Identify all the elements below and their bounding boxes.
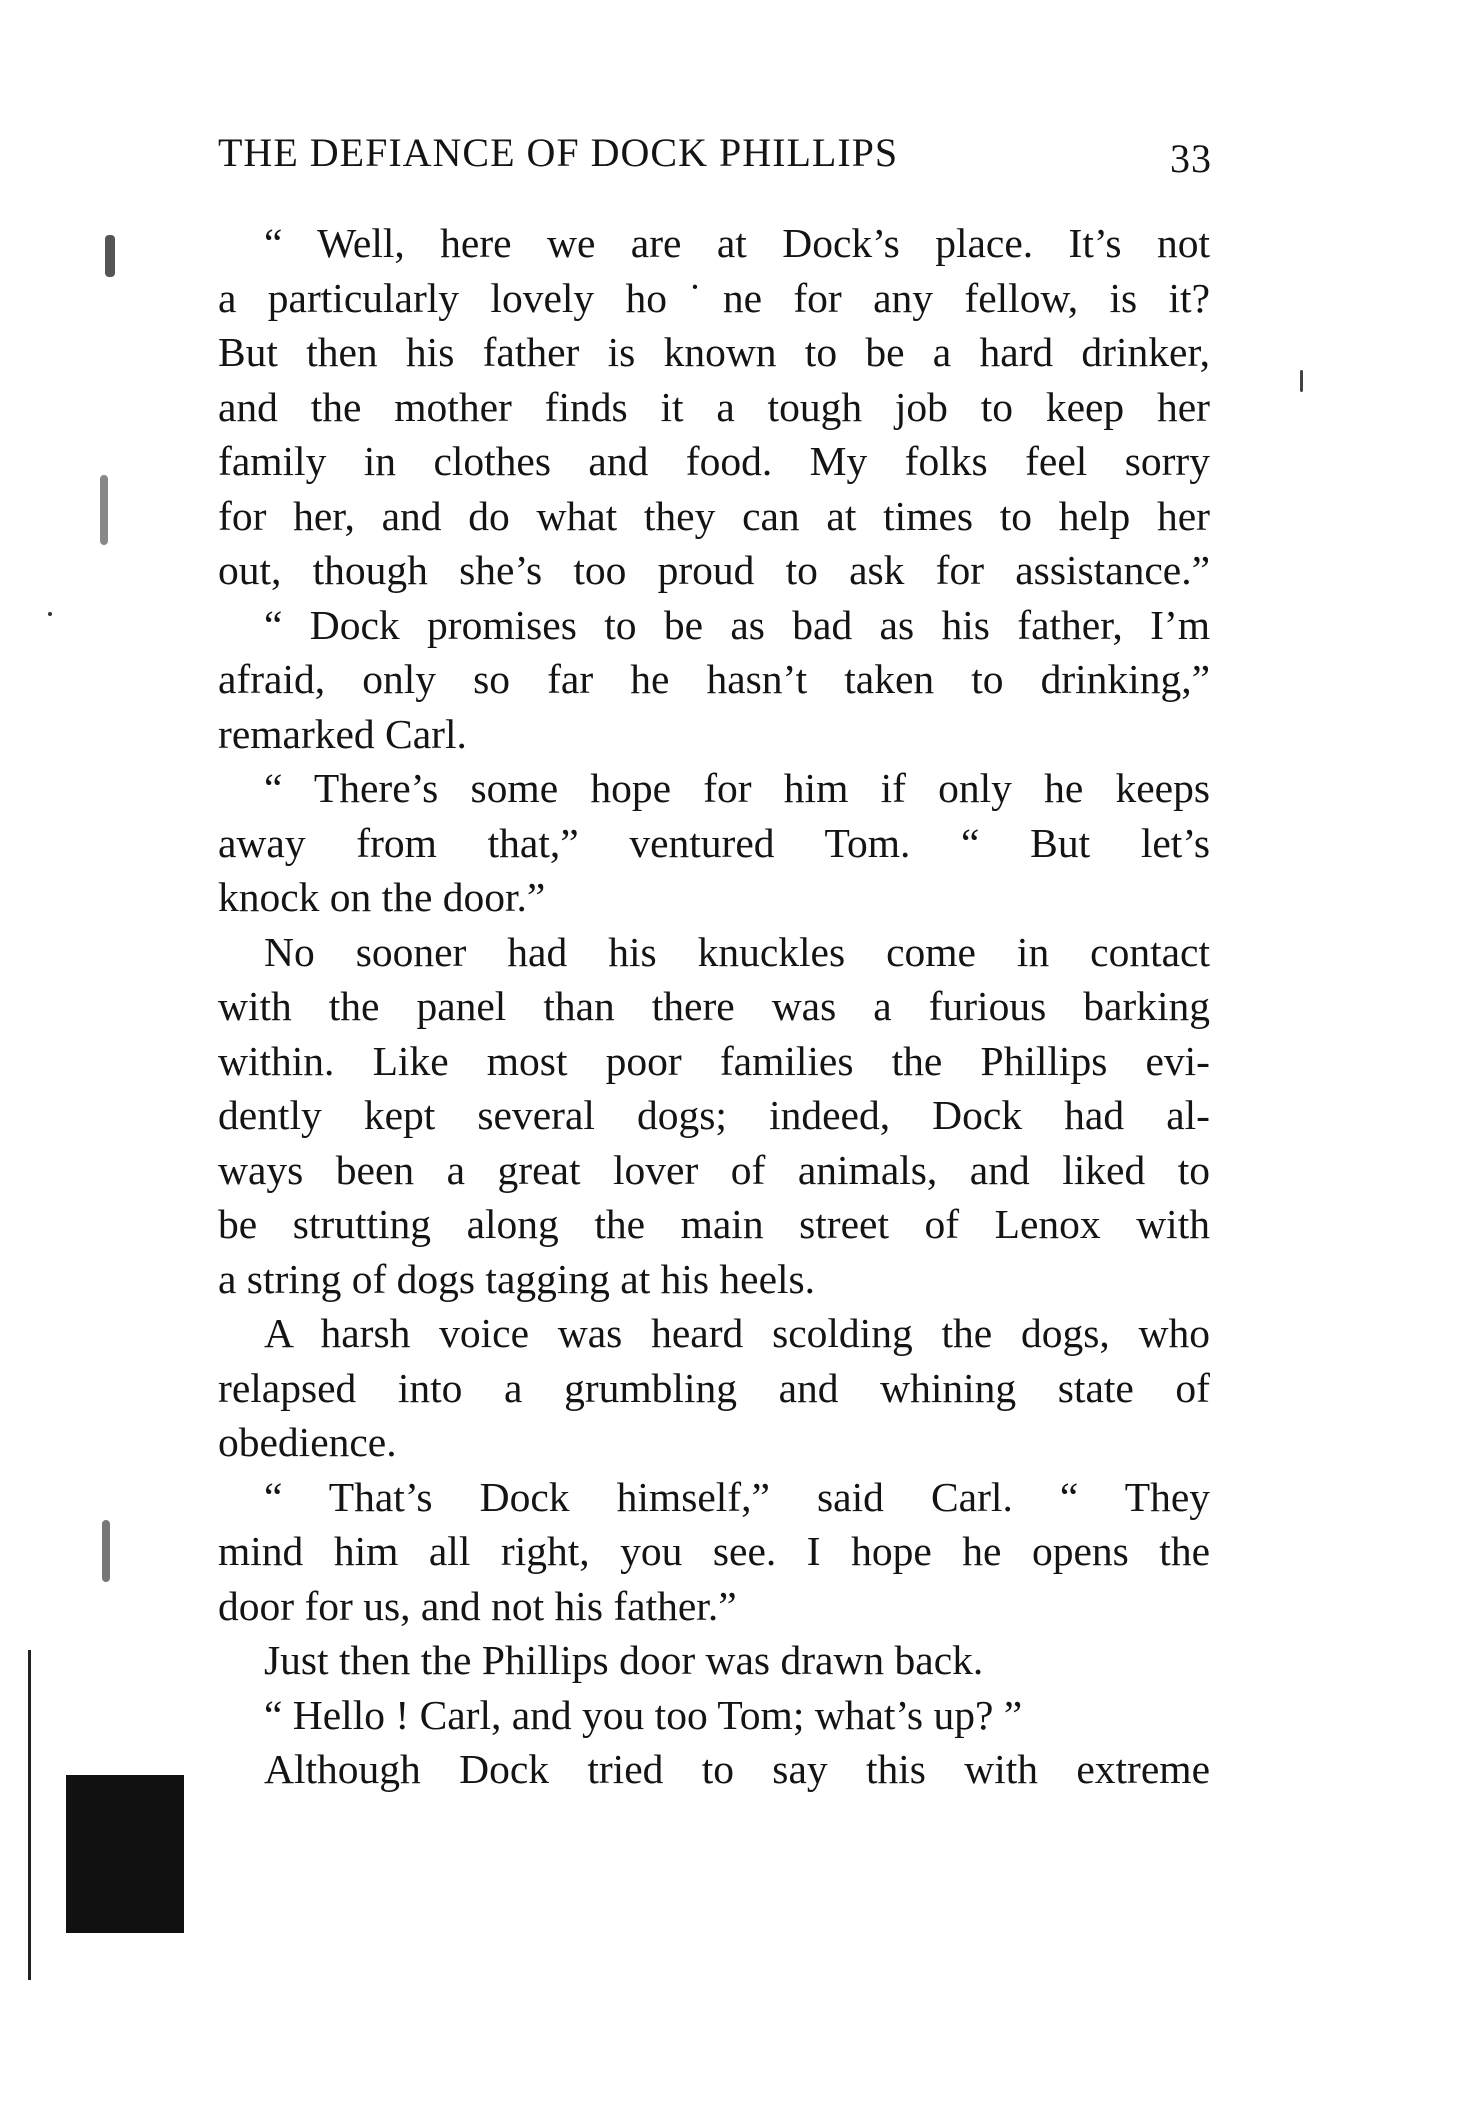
scan-speck [1300, 370, 1303, 392]
binding-edge-line [28, 1650, 31, 1980]
text-line: family in clothes and food. My folks feel sorry [218, 438, 1210, 484]
text-line: “ There’s some hope for him if only he keeps [264, 765, 1210, 811]
scan-smudge [66, 1775, 184, 1933]
page-number: 33 [1170, 136, 1212, 181]
scan-speck [100, 475, 108, 545]
text-line: remarked Carl. [218, 710, 467, 757]
text-line: But then his father is known to be a hard drinker, [218, 329, 1210, 375]
text-line: dently kept several dogs; indeed, Dock had al- [218, 1092, 1210, 1138]
text-line: away from that,” ventured Tom. “ But let’s [218, 819, 1210, 866]
scan-speck [102, 1520, 110, 1582]
text-line: be strutting along the main street of Lenox with [218, 1201, 1210, 1247]
text-line: door for us, and not his father.” [218, 1582, 737, 1629]
scan-speck [105, 235, 115, 277]
text-line: with the panel than there was a furious barking [218, 983, 1210, 1029]
text-line: and the mother finds it a tough job to keep her [218, 383, 1210, 430]
text-line: “ Dock promises to be as bad as his father, I’m [264, 601, 1210, 648]
scan-speck [48, 612, 52, 616]
text-line: a particularly lovely ho˙ne for any fellow, is it? [218, 274, 1210, 321]
body-text [218, 216, 1210, 1797]
text-line: “ Hello ! Carl, and you too Tom; what’s up? ” [264, 1691, 1023, 1738]
chapter-title: THE DEFIANCE OF DOCK PHILLIPS [218, 130, 899, 175]
running-head [218, 128, 1218, 181]
text-line: within. Like most poor families the Phillips evi- [218, 1037, 1210, 1084]
text-line: Just then the Phillips door was drawn back. [264, 1637, 984, 1683]
text-line: knock on the door.” [218, 874, 546, 920]
text-line: mind him all right, you see. I hope he opens the [218, 1528, 1210, 1574]
text-line: relapsed into a grumbling and whining state of [218, 1364, 1210, 1411]
text-line: out, though she’s too proud to ask for assistance.” [218, 547, 1210, 593]
text-line: “ Well, here we are at Dock’s place. It’s not [264, 220, 1210, 266]
text-line: for her, and do what they can at times to help her [218, 492, 1210, 539]
text-line: ways been a great lover of animals, and liked to [218, 1146, 1210, 1193]
text-line: a string of dogs tagging at his heels. [218, 1255, 816, 1302]
text-line: No sooner had his knuckles come in contact [264, 928, 1210, 975]
text-line: afraid, only so far he hasn’t taken to drinking,” [218, 656, 1210, 702]
text-line: “ That’s Dock himself,” said Carl. “ They [264, 1473, 1210, 1520]
text-line: A harsh voice was heard scolding the dogs, who [264, 1310, 1210, 1356]
text-line: obedience. [218, 1419, 397, 1465]
text-line: Although Dock tried to say this with extreme [264, 1746, 1210, 1792]
